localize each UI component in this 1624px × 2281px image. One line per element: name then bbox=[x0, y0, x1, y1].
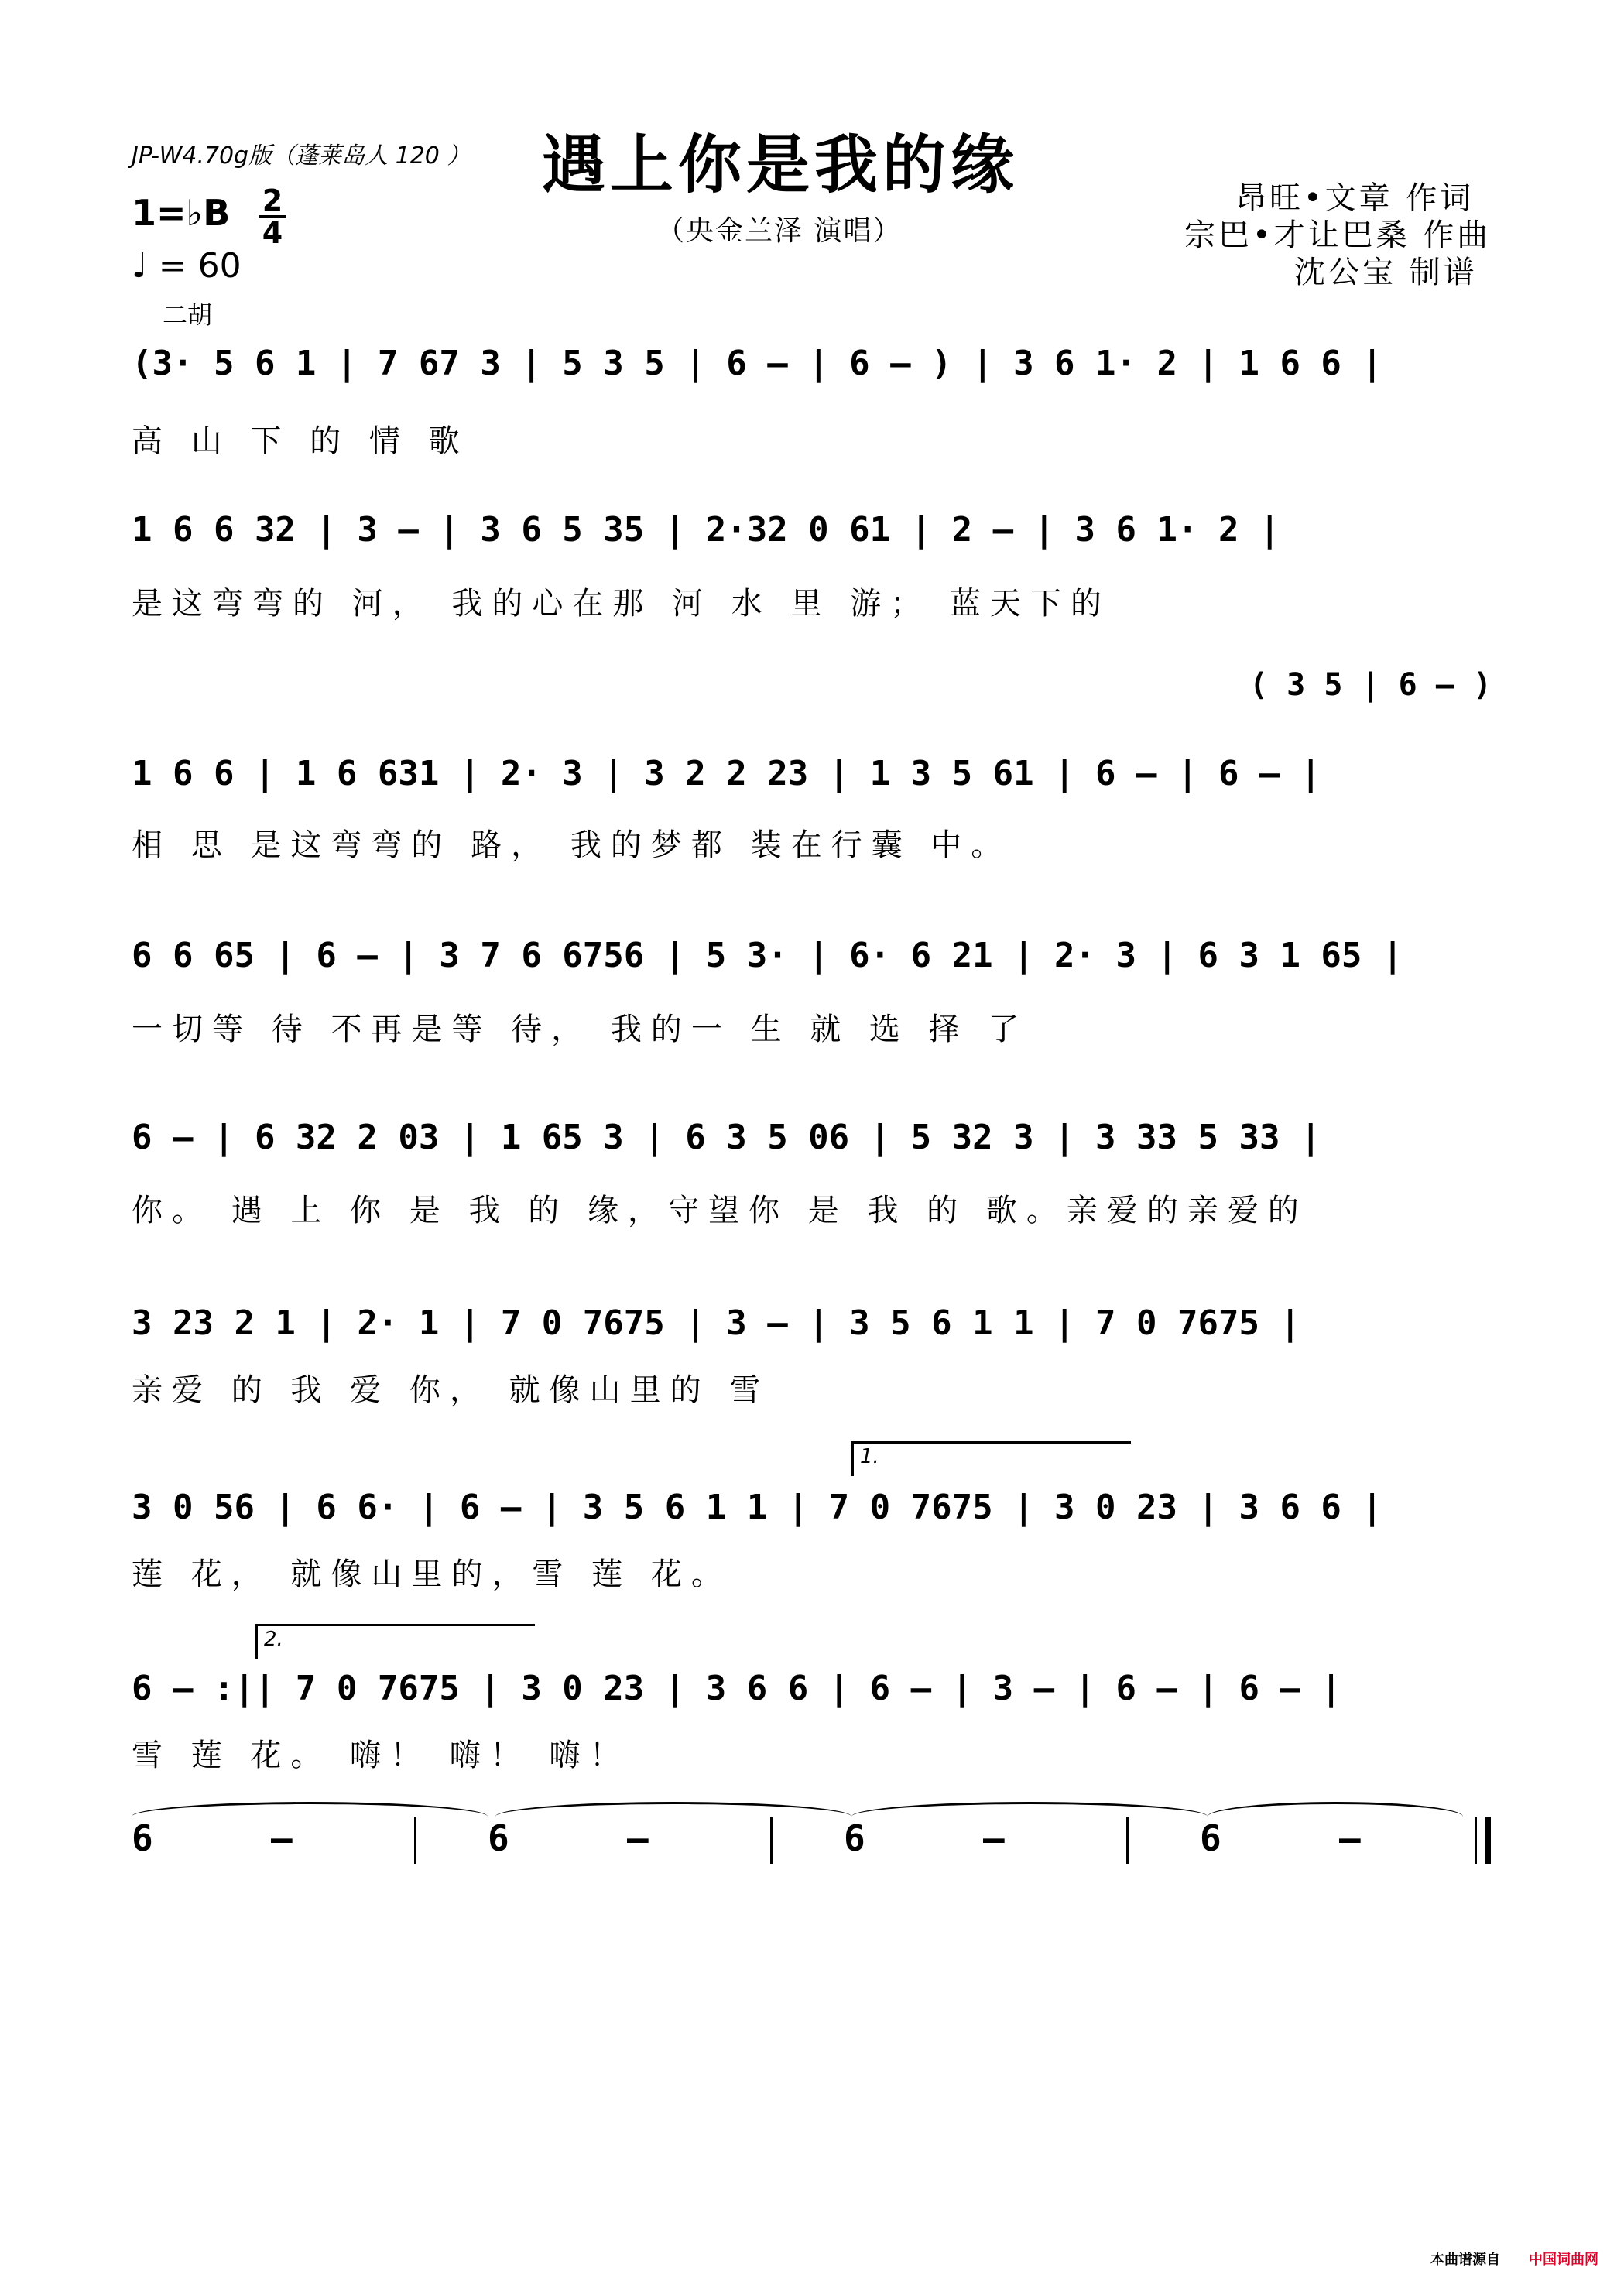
lyricist-credit: 昂旺•文章 作词 bbox=[1235, 180, 1475, 216]
final-note: 6 bbox=[844, 1817, 865, 1859]
lyric-row-2: 是这弯弯的 河， 我的心在那 河 水 里 游； 蓝天下的 bbox=[132, 586, 1112, 622]
score-row-7: 3 0 56 | 6 6· | 6 – | 3 5 6 1 1 | 7 0 7675 | 3 0 23 | 3 6 6 | bbox=[132, 1488, 1382, 1527]
tie-arc bbox=[1208, 1802, 1463, 1817]
bar-line bbox=[770, 1817, 773, 1864]
final-barline bbox=[1485, 1817, 1491, 1864]
score-row-5: 6 – | 6 32 2 03 | 1 65 3 | 6 3 5 06 | 5 32 3 | 3 33 5 33 | bbox=[132, 1118, 1321, 1157]
lyric-row-1: 高 山 下 的 情 歌 bbox=[132, 423, 469, 459]
score-row-1: (3· 5 6 1 | 7 67 3 | 5 3 5 | 6 – | 6 – ) | 3 6 1· 2 | 1 6 6 | bbox=[132, 344, 1382, 383]
footer-source-label: 本曲谱源自 bbox=[1430, 2252, 1500, 2268]
lyric-row-7: 莲 花， 就像山里的，雪 莲 花。 bbox=[132, 1557, 731, 1592]
bar-line bbox=[1475, 1817, 1477, 1864]
tempo-value: = 60 bbox=[158, 246, 242, 286]
song-title: 遇上你是我的缘 bbox=[542, 128, 1019, 202]
time-signature-bottom: 4 bbox=[259, 215, 286, 248]
performer-credit: （央金兰泽 演唱） bbox=[656, 215, 903, 247]
lyric-row-6: 亲爱 的 我 爱 你， 就像山里的 雪 bbox=[132, 1372, 770, 1408]
final-dash: – bbox=[271, 1817, 293, 1859]
transcriber-credit: 沈公宝 制谱 bbox=[1294, 255, 1478, 290]
final-dash: – bbox=[983, 1817, 1005, 1859]
lyric-row-4: 一切等 待 不再是等 待， 我的一 生 就 选 择 了 bbox=[132, 1012, 1029, 1047]
score-row-2: 1 6 6 32 | 3 – | 3 6 5 35 | 2·32 0 61 | 2 – | 3 6 1· 2 | bbox=[132, 510, 1280, 550]
bar-line bbox=[414, 1817, 416, 1864]
ornament-sub-row: ( 3 5 | 6 – ) bbox=[1249, 667, 1492, 703]
footer-site-name[interactable]: 中国词曲网 bbox=[1529, 2252, 1598, 2268]
volta-2: 2. bbox=[255, 1624, 535, 1659]
final-note: 6 bbox=[132, 1817, 153, 1859]
score-row-4: 6 6 65 | 6 – | 3 7 6 6756 | 5 3· | 6· 6 21 | 2· 3 | 6 3 1 65 | bbox=[132, 936, 1403, 975]
score-row-6: 3 23 2 1 | 2· 1 | 7 0 7675 | 3 – | 3 5 6 1 1 | 7 0 7675 | bbox=[132, 1303, 1300, 1343]
quarter-note-icon: ♩ bbox=[132, 246, 148, 286]
score-row-3: 1 6 6 | 1 6 631 | 2· 3 | 3 2 2 23 | 1 3 5 61 | 6 – | 6 – | bbox=[132, 754, 1321, 793]
key-signature: 1=♭B bbox=[132, 192, 231, 234]
final-note: 6 bbox=[488, 1817, 509, 1859]
source-note: JP-W4.70g版（蓬莱岛人 120 ） bbox=[132, 142, 471, 170]
final-dash: – bbox=[627, 1817, 649, 1859]
score-row-final bbox=[132, 1817, 1494, 1872]
lyric-row-3: 相 思 是这弯弯的 路， 我的梦都 装在行囊 中。 bbox=[132, 827, 1012, 863]
lyric-row-8: 雪 莲 花。 嗨！ 嗨！ 嗨！ bbox=[132, 1738, 630, 1773]
time-signature bbox=[259, 183, 286, 250]
lyric-row-5: 你。 遇 上 你 是 我 的 缘，守望你 是 我 的 歌。亲爱的亲爱的 bbox=[132, 1193, 1308, 1228]
tie-arc bbox=[495, 1802, 851, 1817]
time-signature-top: 2 bbox=[262, 183, 283, 217]
score-row-8: 6 – :|| 7 0 7675 | 3 0 23 | 3 6 6 | 6 – | 3 – | 6 – | 6 – | bbox=[132, 1669, 1341, 1708]
final-dash: – bbox=[1339, 1817, 1361, 1859]
instrument-label: 二胡 bbox=[163, 300, 213, 330]
volta-1: 1. bbox=[851, 1441, 1131, 1476]
tempo-marking bbox=[132, 246, 242, 286]
composer-credit: 宗巴•才让巴桑 作曲 bbox=[1184, 217, 1492, 253]
tie-arc bbox=[851, 1802, 1208, 1817]
bar-line bbox=[1126, 1817, 1129, 1864]
final-note: 6 bbox=[1200, 1817, 1221, 1859]
tie-arc bbox=[132, 1802, 488, 1817]
